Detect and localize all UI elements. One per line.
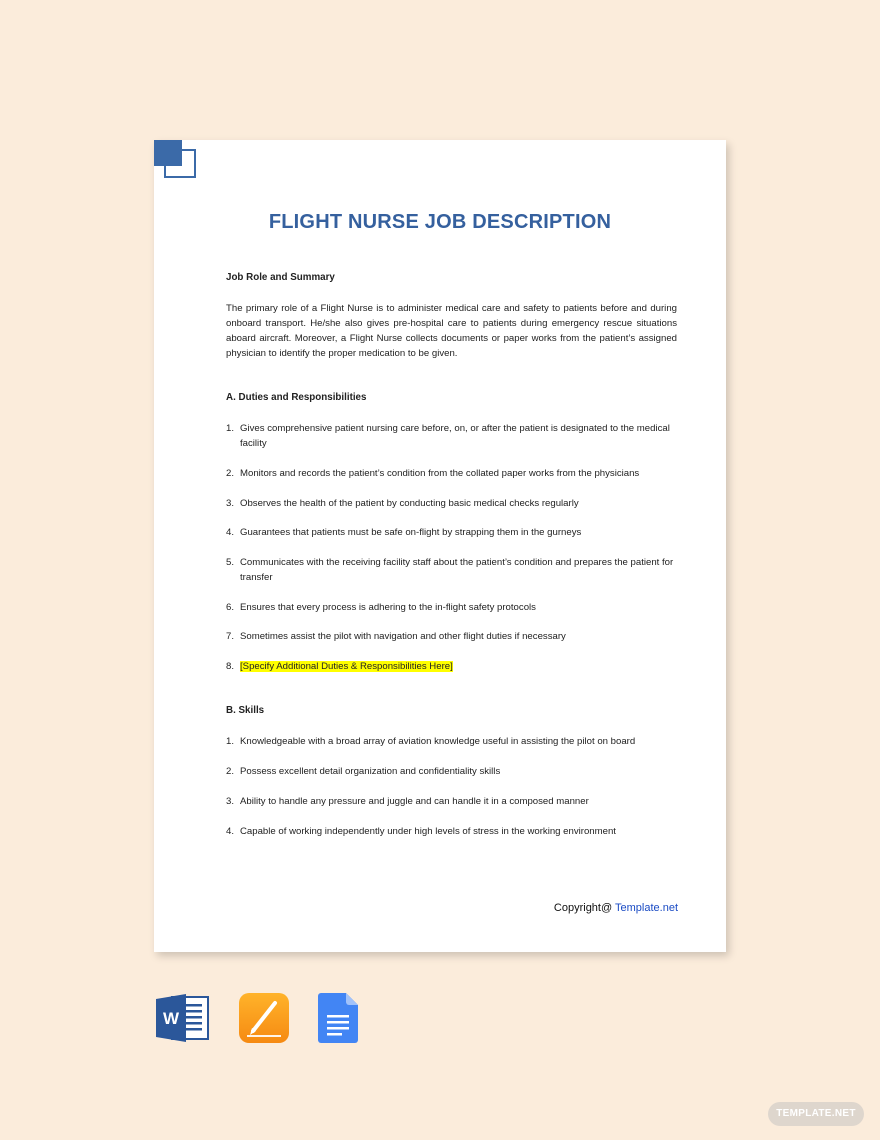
duty-item: 6. Ensures that every process is adhering to the in-flight safety protocols bbox=[226, 602, 536, 613]
duty-item: 4. Guarantees that patients must be safe on-flight by strapping them in the gurneys bbox=[226, 527, 582, 538]
skill-item: 1. Knowledgeable with a broad array of aviation knowledge useful in assisting the pilot on board bbox=[226, 736, 636, 747]
document-page bbox=[154, 140, 726, 952]
google-docs-icon[interactable] bbox=[318, 993, 358, 1043]
duty-item-placeholder: 8. [Specify Additional Duties & Responsibilities Here] bbox=[226, 661, 453, 672]
summary-heading: Job Role and Summary bbox=[226, 272, 335, 283]
skills-heading: B. Skills bbox=[226, 705, 265, 716]
duty-item: 3. Observes the health of the patient by conducting basic medical checks regularly bbox=[226, 498, 579, 509]
document-title: FLIGHT NURSE JOB DESCRIPTION bbox=[268, 211, 612, 233]
highlighted-placeholder: [Specify Additional Duties & Responsibilities Here] bbox=[240, 661, 453, 672]
duty-item: 2. Monitors and records the patient’s condition from the collated paper works from the physicians bbox=[226, 468, 640, 479]
svg-text:W: W bbox=[162, 1009, 180, 1028]
duty-item: 1. Gives comprehensive patient nursing care before, on, or after the patient is designated to the medical facility bbox=[226, 423, 670, 449]
summary-paragraph: The primary role of a Flight Nurse is to administer medical care and safety to patients before and during onboard transport. He/she also gives pre-hospital care to patients during emergency rescue situations aboard aircraft. Moreover, a Flight Nurse collects documents or paper works from the patient’s assigned physician to identify the proper medication to be given. bbox=[226, 303, 677, 359]
pages-icon[interactable] bbox=[239, 993, 289, 1043]
skill-item: 4. Capable of working independently under high levels of stress in the working environment bbox=[226, 826, 616, 837]
duties-heading: A. Duties and Responsibilities bbox=[226, 392, 367, 403]
watermark-badge: TEMPLATE.NET bbox=[768, 1102, 864, 1126]
copyright-notice: Copyright@ Template.net bbox=[553, 902, 678, 914]
template-link[interactable]: Template.net bbox=[615, 902, 678, 914]
skill-item: 3. Ability to handle any pressure and juggle and can handle it in a composed manner bbox=[226, 796, 589, 807]
duty-item: 5. Communicates with the receiving facility staff about the patient’s condition and prepares the patient for transfer bbox=[226, 557, 674, 583]
duty-item: 7. Sometimes assist the pilot with navigation and other flight duties if necessary bbox=[226, 631, 566, 642]
skill-item: 2. Possess excellent detail organization and confidentiality skills bbox=[226, 766, 501, 777]
corner-logo-icon bbox=[154, 140, 200, 182]
word-icon[interactable] bbox=[156, 993, 210, 1043]
